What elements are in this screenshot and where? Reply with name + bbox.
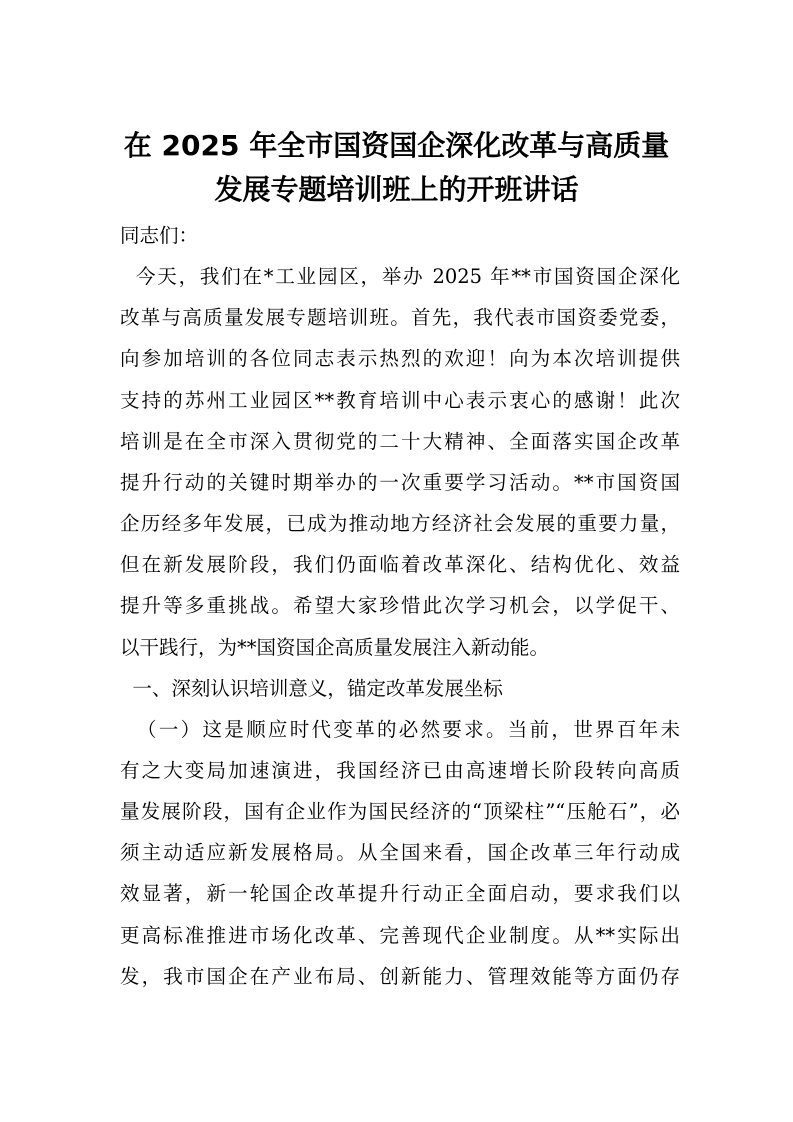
body-line: 量发展阶段，国有企业作为国民经济的“顶梁柱”“压舱石”，必 xyxy=(120,800,680,824)
body-line: 企历经多年发展，已成为推动地方经济社会发展的重要力量， xyxy=(120,512,680,536)
body-line: 提升行动的关键时期举办的一次重要学习活动。**市国资国 xyxy=(120,470,680,494)
body-line: 有之大变局加速演进，我国经济已由高速增长阶段转向高质 xyxy=(120,758,680,782)
body-line: 须主动适应新发展格局。从全国来看，国企改革三年行动成 xyxy=(120,841,680,865)
section-heading: 一、深刻认识培训意义，锚定改革发展坐标 xyxy=(120,676,503,700)
body-line: 培训是在全市深入贯彻党的二十大精神、全面落实国企改革 xyxy=(120,429,680,453)
body-line: 效显著，新一轮国企改革提升行动正全面启动，要求我们以 xyxy=(120,882,680,906)
body-line: 更高标准推进市场化改革、完善现代企业制度。从**实际出 xyxy=(120,923,680,947)
body-line: 向参加培训的各位同志表示热烈的欢迎！向为本次培训提供 xyxy=(120,347,680,371)
salutation: 同志们： xyxy=(120,224,199,247)
body-line: （一）这是顺应时代变革的必然要求。当前，世界百年未 xyxy=(120,717,680,741)
document-title-line-2: 发展专题培训班上的开班讲话 xyxy=(214,173,579,206)
body-line: 以干践行，为**国资国企高质量发展注入新动能。 xyxy=(120,635,550,659)
body-line: 今天，我们在*工业园区，举办 2025 年**市国资国企深化 xyxy=(120,265,680,289)
body-line: 改革与高质量发展专题培训班。首先，我代表市国资委党委， xyxy=(120,306,680,330)
document-title-line-1: 在 2025 年全市国资国企深化改革与高质量 xyxy=(123,129,670,162)
body-line: 但在新发展阶段，我们仍面临着改革深化、结构优化、效益 xyxy=(120,553,680,577)
body-line: 支持的苏州工业园区**教育培训中心表示衷心的感谢！此次 xyxy=(120,388,680,412)
body-line: 发，我市国企在产业布局、创新能力、管理效能等方面仍存 xyxy=(120,964,680,988)
body-line: 提升等多重挑战。希望大家珍惜此次学习机会，以学促干、 xyxy=(120,594,680,618)
